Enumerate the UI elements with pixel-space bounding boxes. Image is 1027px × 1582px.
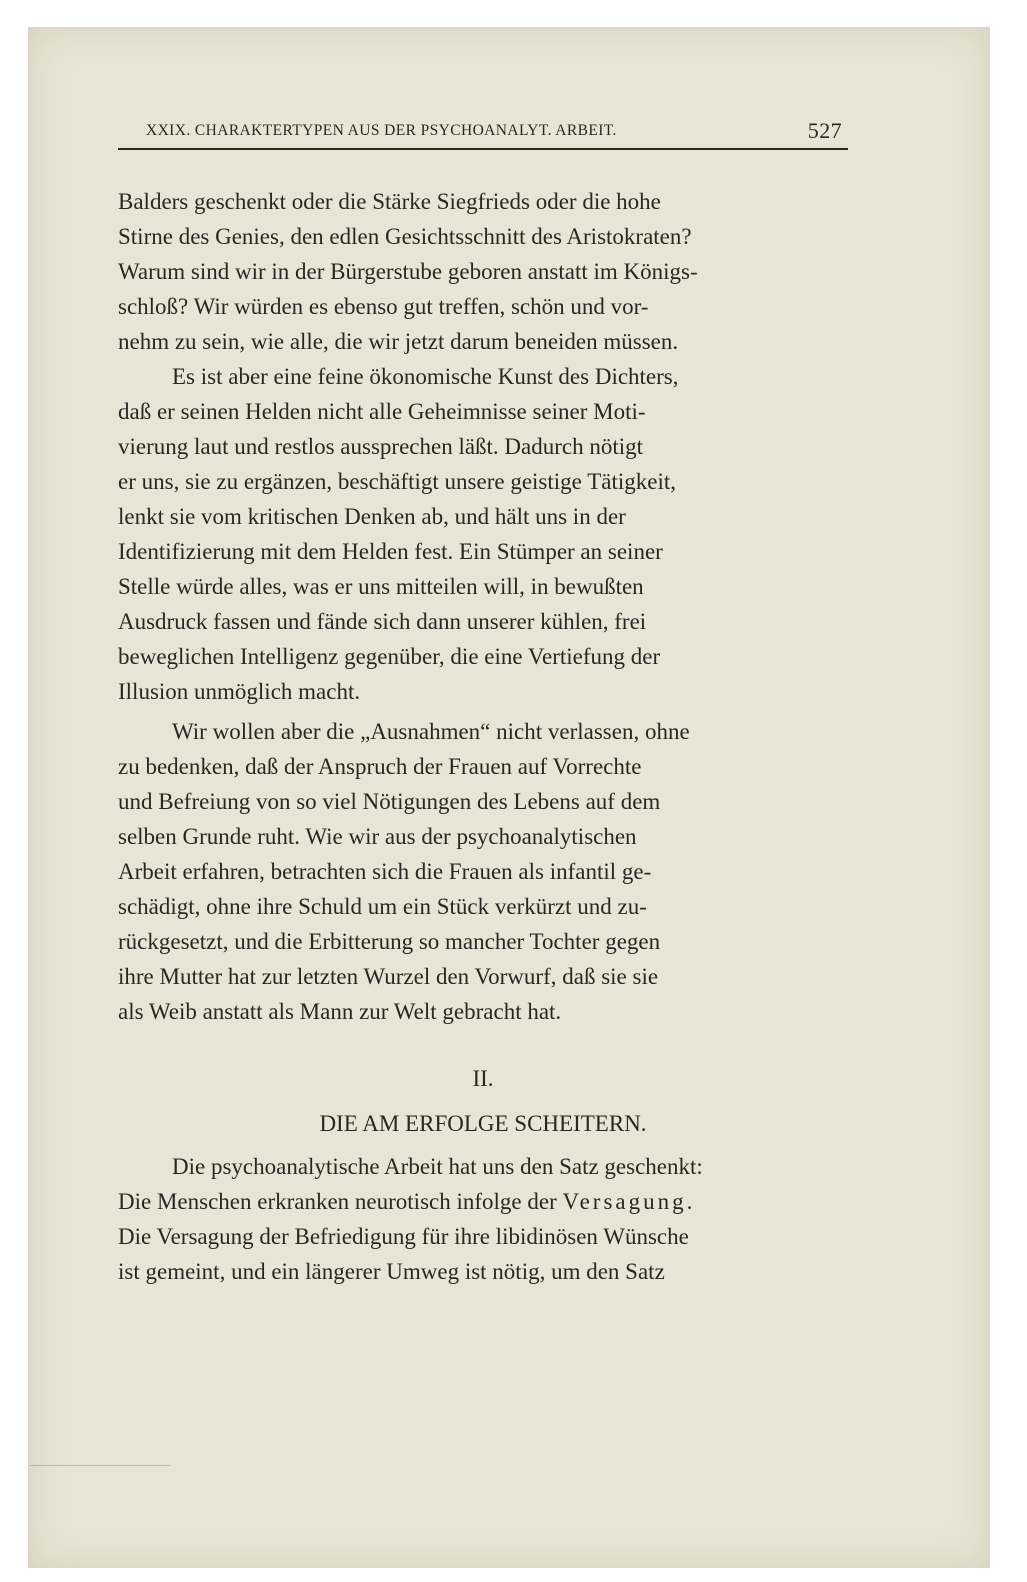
text-line: Balders geschenkt oder die Stärke Siegfrieds oder die hohe (118, 189, 661, 214)
text-line: lenkt sie vom kritischen Denken ab, und hält uns in der (118, 504, 626, 529)
text-line: ihre Mutter hat zur letzten Wurzel den Vorwurf, daß sie sie (118, 964, 659, 989)
text-line: beweglichen Intelligenz gegenüber, die eine Vertiefung der (118, 644, 661, 669)
running-title: XXIX. CHARAKTERTYPEN AUS DER PSYCHOANALYT. ARBEIT. (146, 122, 617, 139)
text-line: selben Grunde ruht. Wie wir aus der psychoanalytischen (118, 824, 637, 849)
book-page (118, 118, 848, 1284)
text-line: daß er seinen Helden nicht alle Geheimnisse seiner Moti- (118, 399, 646, 424)
text-line: Stelle würde alles, was er uns mitteilen will, in bewußten (118, 574, 644, 599)
text-line (118, 1184, 848, 1219)
text-line: zu bedenken, daß der Anspruch der Frauen auf Vorrechte (118, 754, 642, 779)
emphasized-word: Versagung. (562, 1189, 696, 1214)
text-line: Warum sind wir in der Bürgerstube geboren anstatt im Königs- (118, 259, 698, 284)
text-line: Die psychoanalytische Arbeit hat uns den Satz geschenkt: (172, 1154, 703, 1179)
text-line: schädigt, ohne ihre Schuld um ein Stück verkürzt und zu- (118, 894, 647, 919)
section-title: DIE AM ERFOLGE SCHEITERN. (319, 1111, 647, 1136)
text-line: Stirne des Genies, den edlen Gesichtsschnitt des Aristokraten? (118, 224, 692, 249)
text-line: und Befreiung von so viel Nötigungen des Lebens auf dem (118, 789, 661, 814)
text-line: Arbeit erfahren, betrachten sich die Frauen als infantil ge- (118, 859, 652, 884)
scan-mark (30, 1465, 170, 1466)
text-line: Illusion unmöglich macht. (118, 679, 361, 704)
page-number: 527 (807, 118, 842, 143)
running-head (118, 118, 848, 150)
text-line: er uns, sie zu ergänzen, beschäftigt unsere geistige Tätigkeit, (118, 469, 676, 494)
text-line: Ausdruck fassen und fände sich dann unserer kühlen, frei (118, 609, 647, 634)
text-line: Es ist aber eine feine ökonomische Kunst des Dichters, (172, 364, 679, 389)
text-line: als Weib anstatt als Mann zur Welt gebracht hat. (118, 999, 562, 1024)
text-line: vierung laut und restlos aussprechen läßt. Dadurch nötigt (118, 434, 644, 459)
text-line: schloß? Wir würden es ebenso gut treffen, schön und vor- (118, 294, 649, 319)
text-line: Identifizierung mit dem Helden fest. Ein Stümper an seiner (118, 539, 663, 564)
section-number: II. (472, 1066, 494, 1091)
text-line: ist gemeint, und ein längerer Umweg ist nötig, um den Satz (118, 1259, 665, 1284)
text-line: nehm zu sein, wie alle, die wir jetzt darum beneiden müssen. (118, 329, 679, 354)
text-line: rückgesetzt, und die Erbitterung so mancher Tochter gegen (118, 929, 661, 954)
text-run: Die Menschen erkranken neurotisch infolge der (118, 1189, 563, 1214)
text-line: Die Versagung der Befriedigung für ihre libidinösen Wünsche (118, 1224, 689, 1249)
text-line: Wir wollen aber die „Ausnahmen“ nicht verlassen, ohne (172, 719, 690, 744)
